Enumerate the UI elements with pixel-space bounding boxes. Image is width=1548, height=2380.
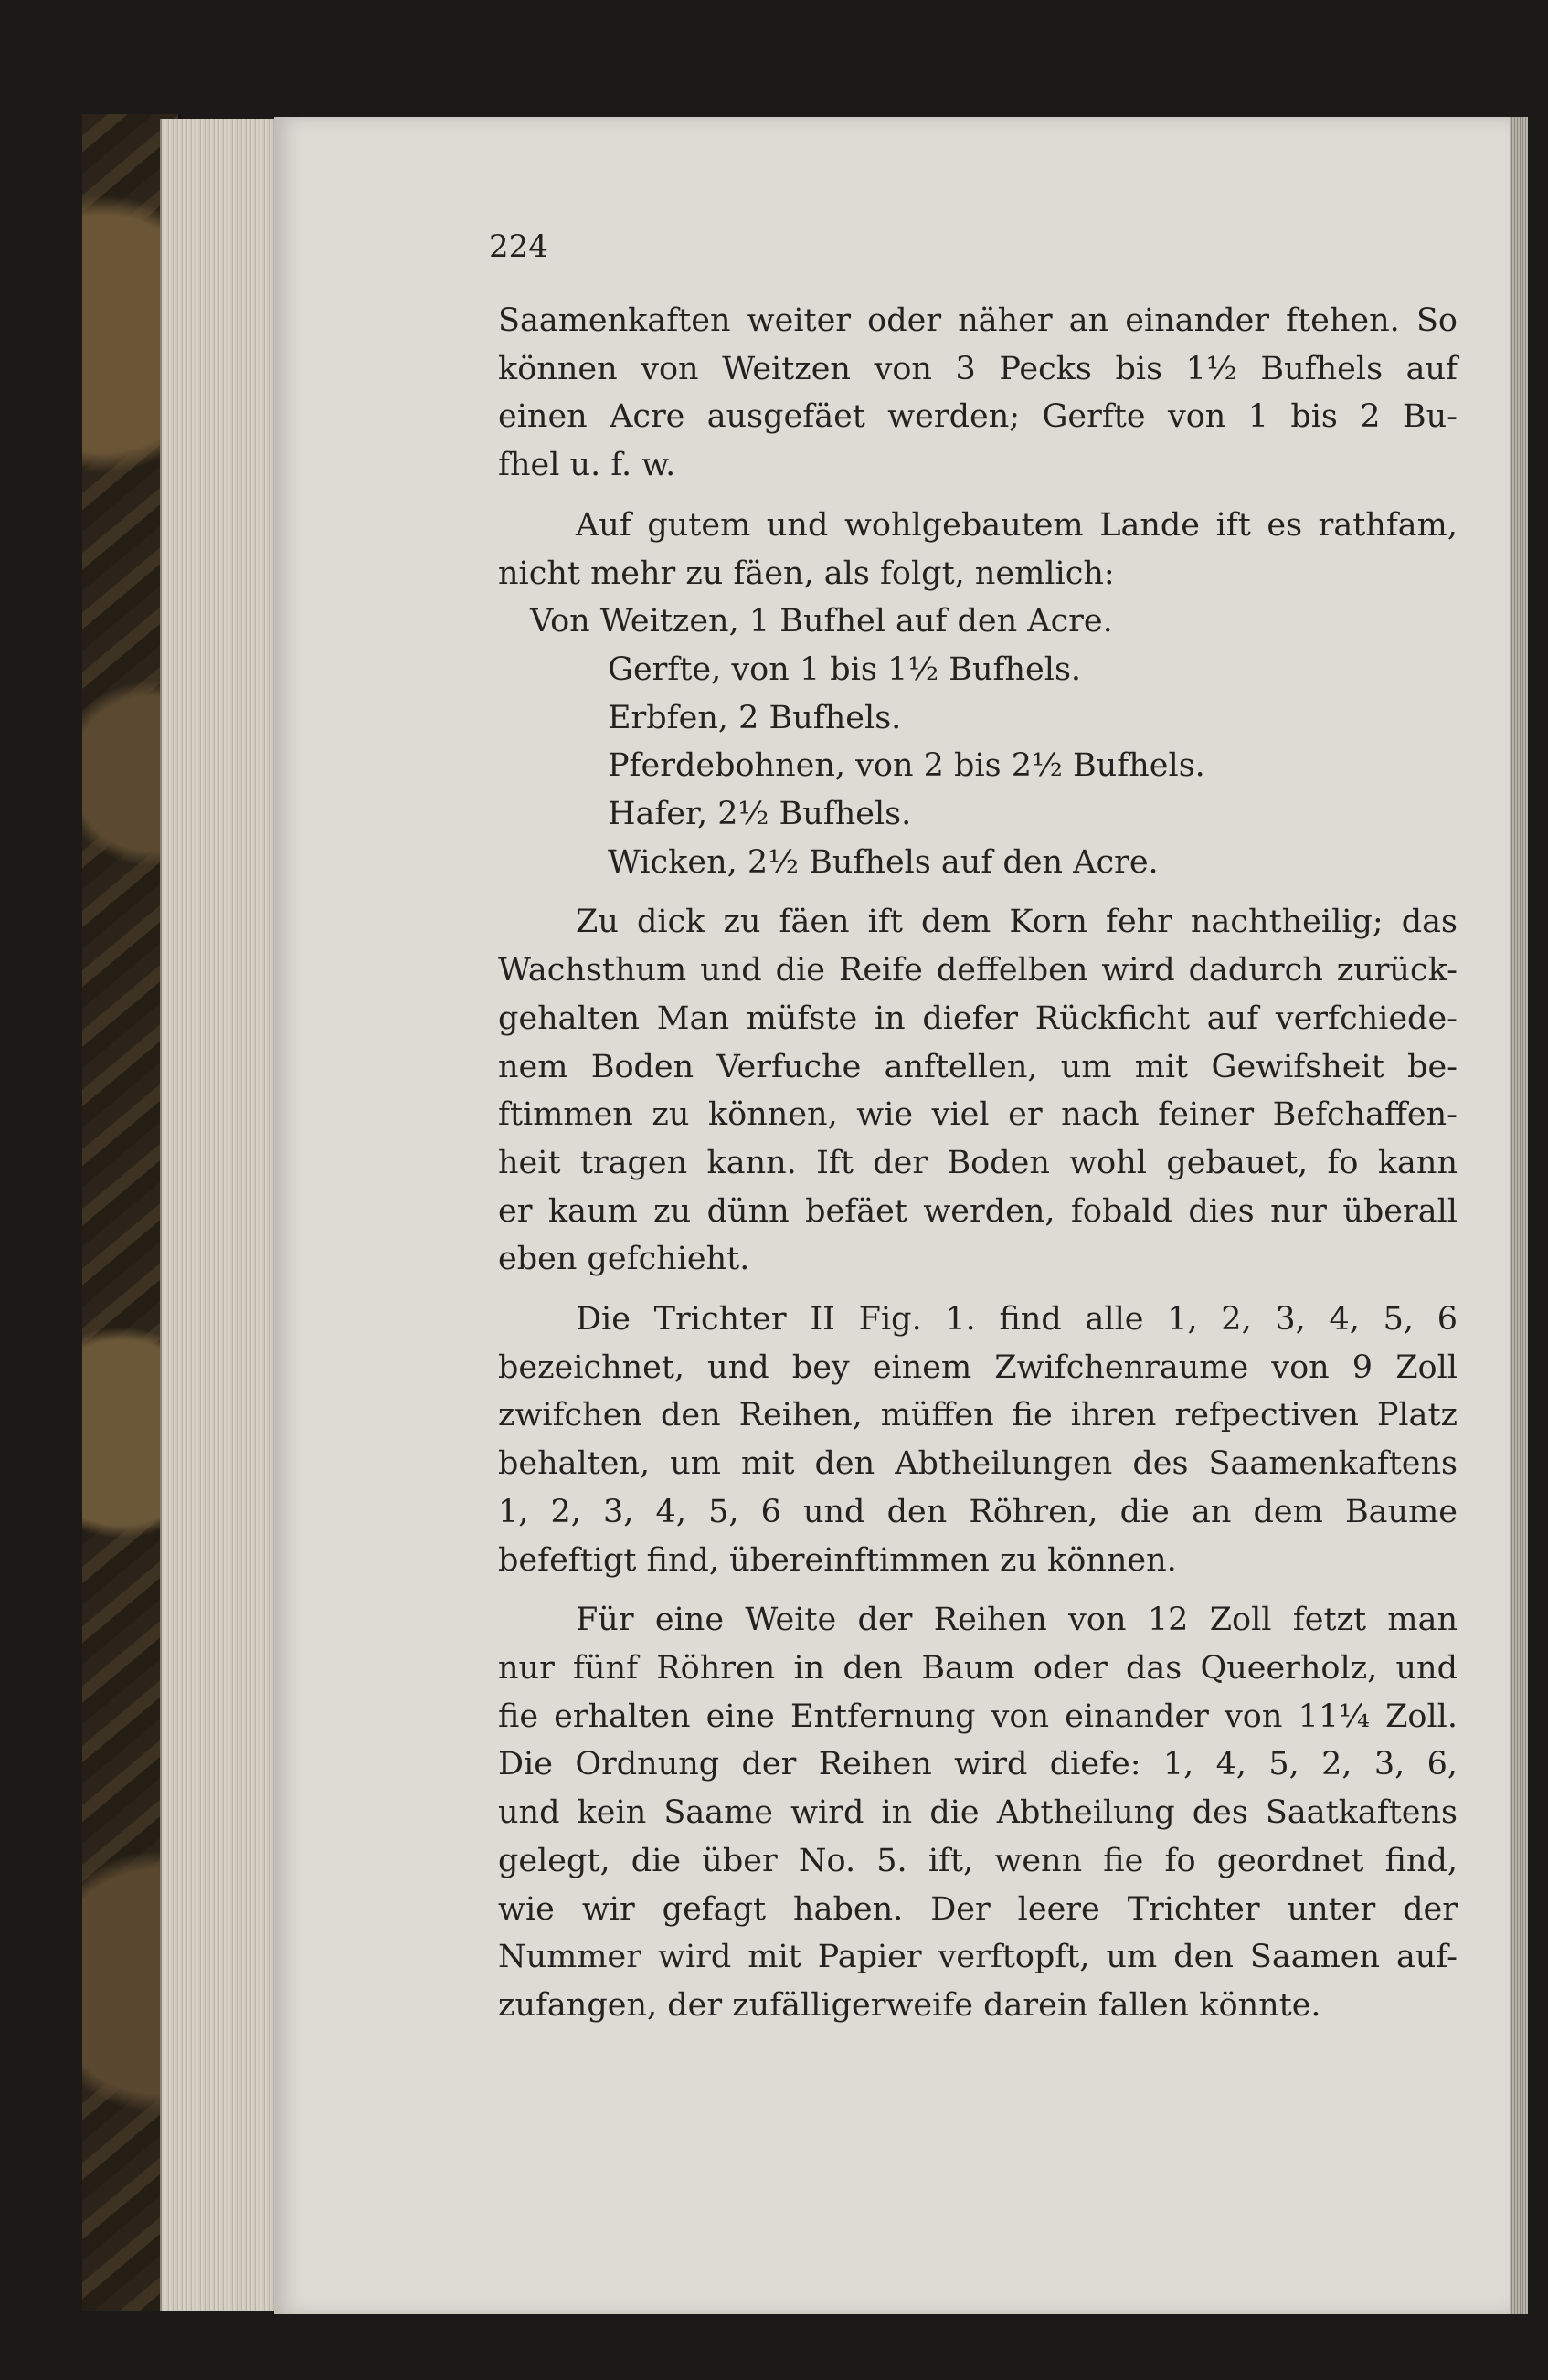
list-item: Erbfen, 2 Bufhels.: [608, 699, 902, 736]
text-line: heit tragen kann. Ift der Boden wohl gebauet, fo kann: [498, 1144, 1458, 1181]
text-line: Die Ordnung der Reihen wird diefe: 1, 4, 5, 2, 3, 6,: [498, 1746, 1458, 1783]
text-line: eben gefchieht.: [498, 1241, 750, 1278]
text-line: fhel u. f. w.: [498, 447, 676, 484]
text-line: Zu dick zu fäen ift dem Korn fehr nachtheilig; das: [576, 904, 1458, 941]
page-edges-right: [1510, 117, 1528, 2314]
list-item: Pferdebohnen, von 2 bis 2½ Bufhels.: [608, 747, 1205, 785]
paragraph-1: [498, 297, 1458, 490]
page-edges-left: [160, 119, 281, 2311]
text-line: können von Weitzen von 3 Pecks bis 1½ Bufhels auf: [498, 350, 1458, 387]
text-line: einen Acre ausgefäet werden; Gerfte von 1 bis 2 Bu-: [498, 398, 1458, 436]
text-line: wie wir gefagt haben. Der leere Trichter unter der: [498, 1890, 1458, 1928]
text-line: fie erhalten eine Entfernung von einander von 11¼ Zoll.: [498, 1698, 1458, 1735]
list-item: Von Weitzen, 1 Bufhel auf den Acre.: [530, 603, 1113, 640]
paragraph-3: [498, 898, 1458, 1284]
text-line: nem Boden Verfuche anftellen, um mit Gewifsheit be-: [498, 1048, 1458, 1085]
text-line: nicht mehr zu fäen, als folgt, nemlich:: [498, 555, 1115, 592]
page-number: 224: [489, 228, 548, 265]
text-line: zwifchen den Reihen, müffen fie ihren refpectiven Platz: [498, 1397, 1458, 1434]
text-line: er kaum zu dünn befäet werden, fobald dies nur überall: [498, 1192, 1458, 1230]
text-line: zufangen, der zufälligerweife darein fallen könnte.: [498, 1986, 1321, 2024]
text-line: und kein Saame wird in die Abtheilung des Saatkaftens: [498, 1794, 1458, 1832]
text-line: Wachsthum und die Reife deffelben wird dadurch zurück-: [498, 952, 1458, 989]
text-line: gelegt, die über No. 5. ift, wenn fie fo geordnet find,: [498, 1842, 1458, 1879]
text-line: behalten, um mit den Abtheilungen des Saamenkaftens: [498, 1445, 1458, 1483]
text-line: Saamenkaften weiter oder näher an einander ftehen. So: [498, 302, 1458, 339]
text-line: ftimmen zu können, wie viel er nach feiner Befchaffen-: [498, 1096, 1458, 1134]
text-line: bezeichnet, und bey einem Zwifchenraume von 9 Zoll: [498, 1349, 1458, 1386]
text-line: Auf gutem und wohlgebautem Lande ift es rathfam,: [576, 506, 1458, 544]
list-item: Wicken, 2½ Bufhels auf den Acre.: [608, 843, 1159, 881]
seed-list: [498, 598, 1458, 886]
text-line: Die Trichter II Fig. 1. find alle 1, 2, 3, 4, 5, 6: [576, 1301, 1458, 1338]
paragraph-2: [498, 502, 1458, 598]
paragraph-4: [498, 1296, 1458, 1584]
page-text: [498, 228, 1458, 2030]
list-item: Gerfte, von 1 bis 1½ Bufhels.: [608, 651, 1082, 688]
text-line: befeftigt find, übereinftimmen zu können.: [498, 1541, 1177, 1579]
text-line: Nummer wird mit Papier verftopft, um den Saamen auf-: [498, 1939, 1458, 1976]
text-line: nur fünf Röhren in den Baum oder das Queerholz, und: [498, 1649, 1458, 1687]
paragraph-5: [498, 1596, 1458, 2029]
list-item: Hafer, 2½ Bufhels.: [608, 796, 912, 833]
text-line: Für eine Weite der Reihen von 12 Zoll fetzt man: [576, 1602, 1458, 1639]
text-line: gehalten Man müfste in diefer Rückficht auf verfchiede-: [498, 1000, 1458, 1037]
text-line: 1, 2, 3, 4, 5, 6 und den Röhren, die an dem Baume: [498, 1493, 1458, 1530]
